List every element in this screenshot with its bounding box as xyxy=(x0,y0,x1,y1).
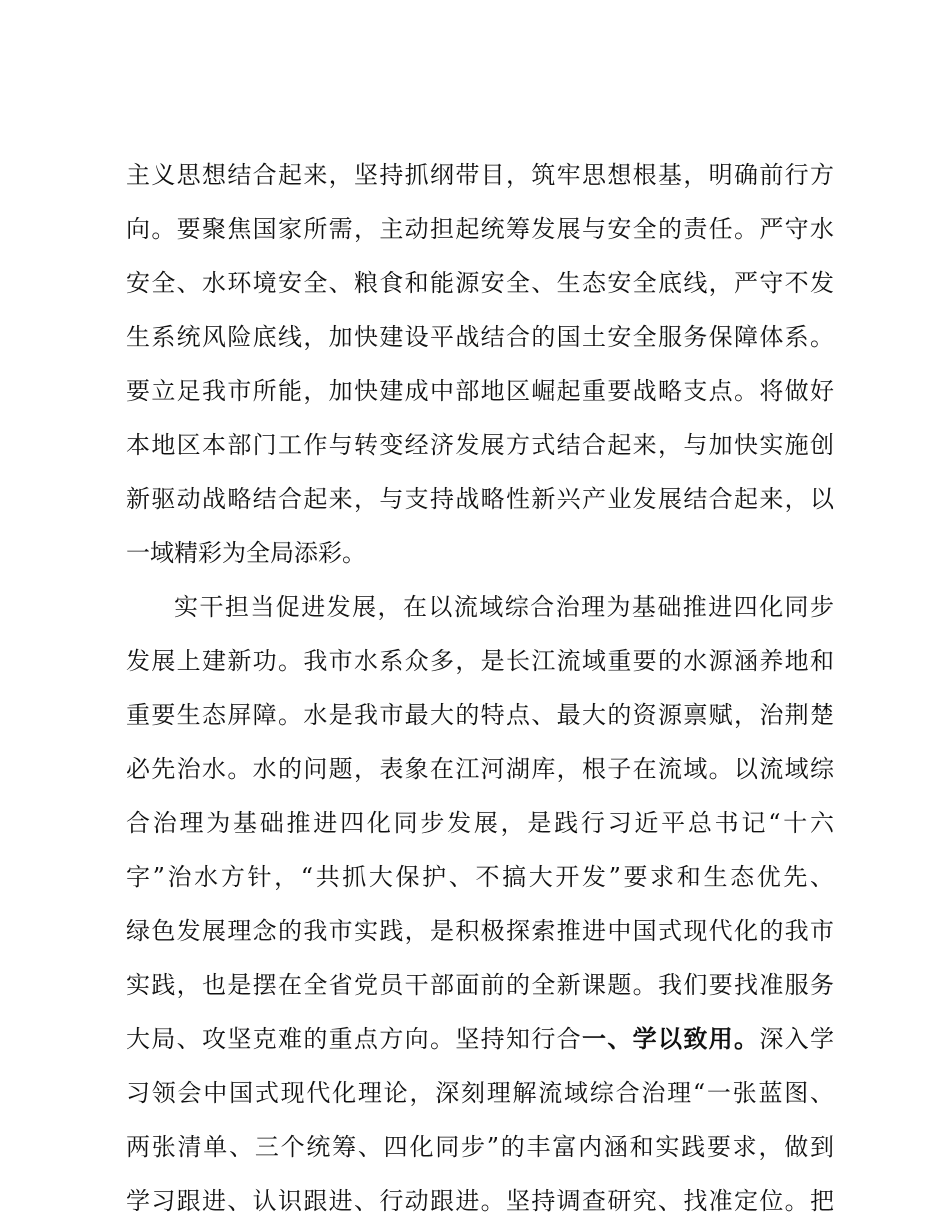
paragraph-line-mixed xyxy=(126,1021,834,1057)
paragraph-line: 实践，也是摆在全省党员干部面前的全新课题。我们要找准服务 xyxy=(126,971,834,999)
paragraph-line: 本地区本部门工作与转变经济发展方式结合起来，与加快实施创 xyxy=(126,431,834,459)
paragraph-line: 新驱动战略结合起来，与支持战略性新兴产业发展结合起来，以 xyxy=(126,485,834,513)
paragraph-line: 一域精彩为全局添彩。 xyxy=(126,539,366,567)
paragraph-line: 两张清单、三个统筹、四化同步”的丰富内涵和实践要求，做到 xyxy=(126,1133,834,1161)
text-segment: 大局、攻坚克难的重点方向。坚持知行合 xyxy=(126,1025,582,1053)
paragraph-line: 必先治水。水的问题，表象在江河湖库，根子在流域。以流域综 xyxy=(126,755,834,783)
paragraph-line: 合治理为基础推进四化同步发展，是践行习近平总书记“十六 xyxy=(126,809,834,837)
paragraph-line: 发展上建新功。我市水系众多，是长江流域重要的水源涵养地和 xyxy=(126,647,834,675)
bold-heading-segment: 一、学以致用。 xyxy=(582,1025,760,1053)
paragraph-line: 要立足我市所能，加快建成中部地区崛起重要战略支点。将做好 xyxy=(126,377,834,405)
paragraph-line: 生系统风险底线，加快建设平战结合的国土安全服务保障体系。 xyxy=(126,323,834,351)
paragraph-line: 习领会中国式现代化理论，深刻理解流域综合治理“一张蓝图、 xyxy=(126,1079,834,1107)
paragraph-line: 绿色发展理念的我市实践，是积极探索推进中国式现代化的我市 xyxy=(126,917,834,945)
paragraph-line: 重要生态屏障。水是我市最大的特点、最大的资源禀赋，治荆楚 xyxy=(126,701,834,729)
paragraph-line: 向。要聚焦国家所需，主动担起统筹发展与安全的责任。严守水 xyxy=(126,215,834,243)
paragraph-line: 实干担当促进发展，在以流域综合治理为基础推进四化同步 xyxy=(174,593,834,621)
text-segment: 深入学 xyxy=(759,1025,835,1053)
paragraph-line: 主义思想结合起来，坚持抓纲带目，筑牢思想根基，明确前行方 xyxy=(126,161,834,189)
paragraph-line: 安全、水环境安全、粮食和能源安全、生态安全底线，严守不发 xyxy=(126,269,834,297)
paragraph-line: 字”治水方针，“共抓大保护、不搞大开发”要求和生态优先、 xyxy=(126,863,834,891)
paragraph-line: 学习跟进、认识跟进、行动跟进。坚持调查研究、找准定位。把 xyxy=(126,1187,834,1215)
